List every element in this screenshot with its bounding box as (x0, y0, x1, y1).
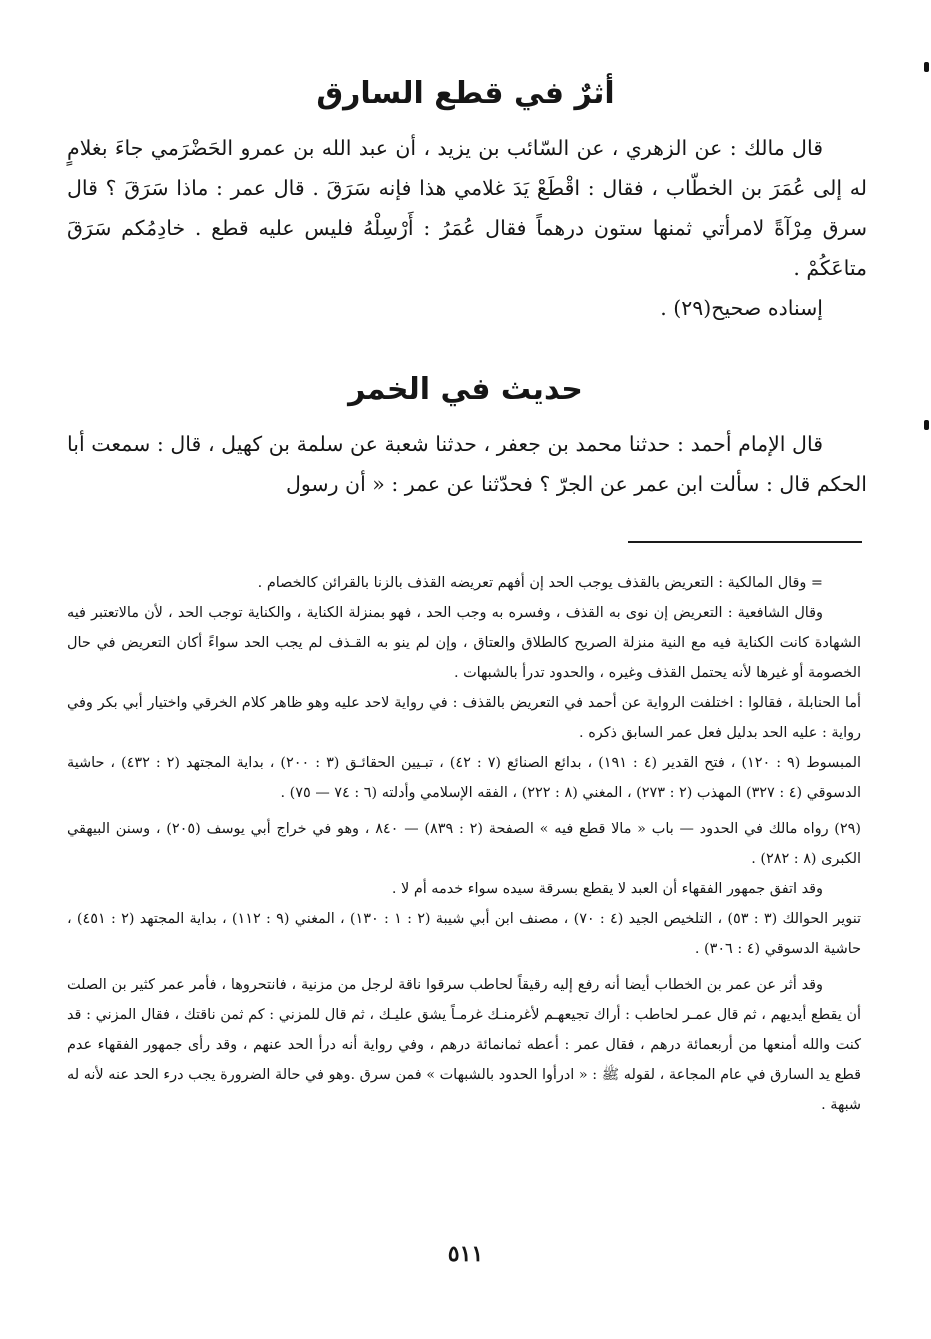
section-body-theft (67, 128, 867, 328)
isnad-grade: إسناده صحيح(٢٩) . (660, 296, 823, 320)
edge-mark-middle (924, 420, 929, 430)
footnote-references-2: تنوير الحوالك (٣ : ٥٣) ، التلخيص الجيد (٤ : ٧٠) ، مصنف ابن أبي شيبة (٢ : ١ : ١٣٠) ، المغني (٩ : ١١٢) ، بداية المجتهد (٢ : ٤٥١) ، حاشية الدسوقي (٤ : ٣٠٦) . (67, 911, 862, 957)
footnote-29: (٢٩) رواه مالك في الحدود — باب « مالا قطع فيه » الصفحة (٢ : ٨٣٩) — ٨٤٠ ، وهو في خراج أبي يوسف (٢٠٥) ، وسنن البيهقي الكبرى (٨ : ٢٨٢) . (67, 821, 862, 867)
footnote-hanbali: أما الحنابلة ، فقالوا : اختلفت الرواية عن أحمد في التعريض بالقذف : في رواية لاحد عليه وهو ظاهر كلام الخرقي واختيار أبي بكر وفي رواية : عليه الحد بدليل فعل عمر السابق ذكره . (67, 695, 861, 741)
theft-narration: قال مالك : عن الزهري ، عن السّائب بن يزيد ، أن عبد الله بن عمرو الحَضْرَمي جاءَ بغلامٍ له إلى عُمَرَ بن الخطّاب ، فقال : اقْطَعْ يَدَ غلامي هذا فإنه سَرَقَ . قال عمر : ماذا سَرَقَ ؟ قال سرق مِرْآةً لامرأتي ثمنها ستون درهماً فقال عُمَرُ : أَرْسِلْهُ فليس عليه قطع . خادِمُكم سَرَقَ متاعَكُمْ . (67, 136, 867, 280)
page-number: ٥١١ (447, 1241, 484, 1267)
section-body-wine (67, 424, 867, 504)
edge-mark-top (924, 62, 929, 72)
footnote-shafii: وقال الشافعية : التعريض إن نوى به القذف ، وفسره به وجب الحد ، فهو بمنزلة الكناية ، والكناية توجب الحد ، لأن مالاتعتبر فيه الشهادة كانت الكناية فيه مع النية منزلة الصريح كالطلاق والعتاق ، وإن لم ينو به القـذف لم يجب الحد سواءً أكان التعريض في حال الخصومة أو غيرها لأنه يحتمل القذف وغيره ، والحدود تدرأ بالشبهات . (67, 605, 861, 681)
footnote-hatib-story: وقد أثر عن عمر بن الخطاب أيضا أنه رفع إليه رقيقاً لحاطب سرقوا ناقة لرجل من مزنية ، فانتحروها ، فأمر عمر كثير بن الصلت أن يقطع أيديهم ، ثم قال عمـر لحاطب : أراك تجيعهـم لأغرمنـك غرمـاً يشق عليـك ، ثم قال للمزني : كم ثمن ناقتك ، فقال المزني : قد كنت والله أمنعها من أربعمائة درهم ، فقال عمر : أعطه ثمانمائة درهم ، وفي رواية أنه درأ الحد عنهم ، وقد رأى جمهور الفقهاء عدم قطع يد السارق في عام المجاعة ، لقوله ﷺ : « ادرأوا الحدود بالشبهات » فمن سرق .وهو في حالة الضرورة يجب درء الحد عنه لأنه له شبهة . (67, 977, 861, 1113)
footnote-divider (628, 541, 862, 543)
wine-hadith: قال الإمام أحمد : حدثنا محمد بن جعفر ، حدثنا شعبة عن سلمة بن كهيل ، قال : سمعت أبا الحكم قال : سألت ابن عمر عن الجرّ ؟ فحدّثنا عن عمر : « أن رسول (67, 432, 867, 496)
section-title-wine: حديث في الخمر (348, 372, 583, 407)
section-title-theft: أثرٌ في قطع السارق (316, 76, 615, 111)
footnote-maliki: = وقال المالكية : التعريض بالقذف يوجب الحد إن أفهم تعريضه القذف بالزنا بالقرائن كالخصام . (257, 575, 823, 591)
footnote-consensus: وقد اتفق جمهور الفقهاء أن العبد لا يقطع بسرقة سيده سواء خدمه أم لا . (391, 881, 823, 897)
footnotes (67, 568, 861, 1120)
footnote-references-1: المبسوط (٩ : ١٢٠) ، فتح القدير (٤ : ١٩١) ، بدائع الصنائع (٧ : ٤٢) ، تبـيين الحقائـق (٣ : ٢٠٠) ، بداية المجتهد (٢ : ٤٣٢) ، حاشية الدسوقي (٤ : ٣٢٧) المهذب (٢ : ٢٧٣) ، المغني (٨ : ٢٢٢) ، الفقه الإسلامي وأدلته (٦ : ٧٤ — ٧٥) . (67, 755, 861, 801)
